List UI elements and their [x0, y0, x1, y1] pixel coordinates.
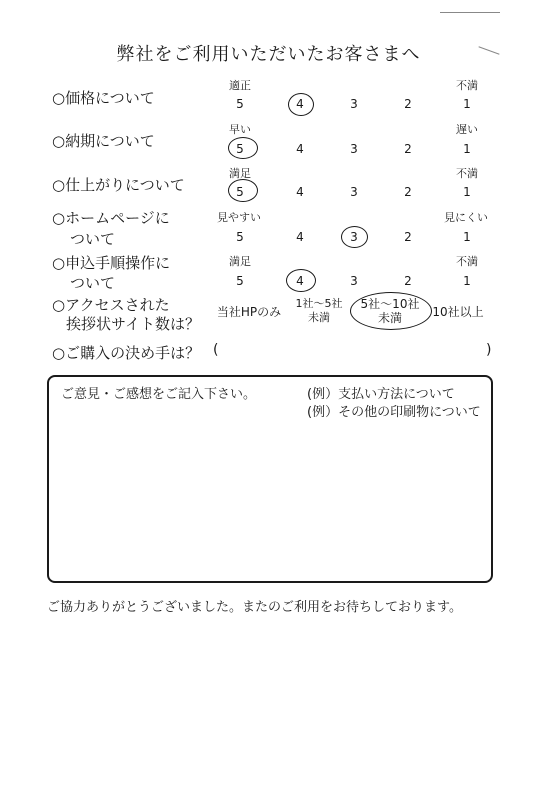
- survey-title: 弊社をご利用いただいたお客さまへ: [116, 44, 421, 65]
- rating-option[interactable]: 1: [463, 142, 471, 156]
- purchase-reason-field[interactable]: [222, 340, 482, 360]
- rating-option[interactable]: 3: [350, 185, 358, 199]
- comments-prompt: ご意見・ご感想をご記入下さい。: [61, 387, 257, 402]
- rating-option[interactable]: 2: [404, 142, 412, 156]
- scale-left-label: 見やすい: [217, 211, 261, 224]
- rating-option[interactable]: 5: [236, 185, 244, 199]
- option-text-line1: 1社～5社: [295, 297, 343, 310]
- rating-option[interactable]: 4: [296, 97, 304, 111]
- rating-option[interactable]: 4: [296, 185, 304, 199]
- scale-left-label: 適正: [229, 79, 251, 92]
- question-label-line1: ○申込手順操作に: [52, 254, 171, 272]
- rating-option[interactable]: 2: [404, 97, 412, 111]
- rating-option[interactable]: 3: [350, 142, 358, 156]
- rating-option[interactable]: 3: [350, 230, 358, 244]
- question-label: ○納期について: [52, 132, 155, 150]
- comments-box[interactable]: [47, 375, 493, 583]
- rating-option[interactable]: 5: [236, 230, 244, 244]
- scale-left-label: 早い: [229, 123, 251, 136]
- rating-option[interactable]: 1: [463, 185, 471, 199]
- access-option-1-to-5[interactable]: [288, 297, 350, 325]
- rating-option[interactable]: 5: [236, 274, 244, 288]
- scale-right-label: 不満: [456, 167, 478, 180]
- selected-rating-circle: [228, 179, 258, 202]
- rating-option[interactable]: 4: [296, 230, 304, 244]
- selected-access-circle: [350, 292, 432, 330]
- scale-left-label: 満足: [229, 255, 251, 268]
- rating-option[interactable]: 5: [236, 97, 244, 111]
- answer-open-paren: (: [213, 342, 219, 358]
- access-option-10-plus[interactable]: [430, 305, 486, 319]
- answer-close-paren: ): [486, 342, 492, 358]
- rating-option[interactable]: 1: [463, 230, 471, 244]
- selected-rating-circle: [288, 93, 314, 116]
- rating-option[interactable]: 4: [296, 142, 304, 156]
- question-label: ○ご購入の決め手は？: [52, 344, 201, 362]
- question-label: ○価格について: [52, 89, 155, 107]
- selected-rating-circle: [341, 226, 368, 248]
- scale-right-label: 不満: [456, 255, 478, 268]
- question-label-line2: ついて: [70, 230, 116, 248]
- scale-right-label: 不満: [456, 79, 478, 92]
- rating-option[interactable]: 1: [463, 97, 471, 111]
- rating-option[interactable]: 4: [296, 274, 304, 288]
- scale-left-label: 満足: [229, 167, 251, 180]
- option-text-line2: 未満: [377, 311, 402, 325]
- option-text-line1: 5社～10社: [360, 297, 420, 311]
- scale-right-label: 見にくい: [444, 211, 488, 224]
- question-label-line2: ついて: [70, 274, 116, 292]
- rating-option[interactable]: 3: [350, 274, 358, 288]
- rating-option[interactable]: 3: [350, 97, 358, 111]
- footer-thanks: ご協力ありがとうございました。またのご利用をお待ちしております。: [47, 600, 462, 615]
- rating-option[interactable]: 2: [404, 185, 412, 199]
- scan-speck: [440, 12, 500, 13]
- question-label: ○仕上がりについて: [52, 176, 185, 194]
- selected-rating-circle: [286, 269, 316, 292]
- option-text: 10社以上: [432, 305, 484, 319]
- option-text-line2: 未満: [308, 311, 330, 324]
- question-label-line1: ○アクセスされた: [52, 296, 170, 314]
- comments-example-1: (例）支払い方法について: [307, 387, 455, 402]
- rating-option[interactable]: 2: [404, 274, 412, 288]
- question-label-line1: ○ホームページに: [52, 209, 170, 227]
- selected-rating-circle: [228, 137, 258, 159]
- question-label-line2: 挨拶状サイト数は？: [66, 315, 200, 333]
- scale-right-label: 遅い: [456, 123, 478, 136]
- option-text: 当社HPのみ: [216, 305, 282, 319]
- rating-option[interactable]: 1: [463, 274, 471, 288]
- access-option-own-site-only[interactable]: [213, 305, 285, 319]
- rating-option[interactable]: 2: [404, 230, 412, 244]
- comments-example-2: (例）その他の印刷物について: [307, 405, 481, 420]
- rating-option[interactable]: 5: [236, 142, 244, 156]
